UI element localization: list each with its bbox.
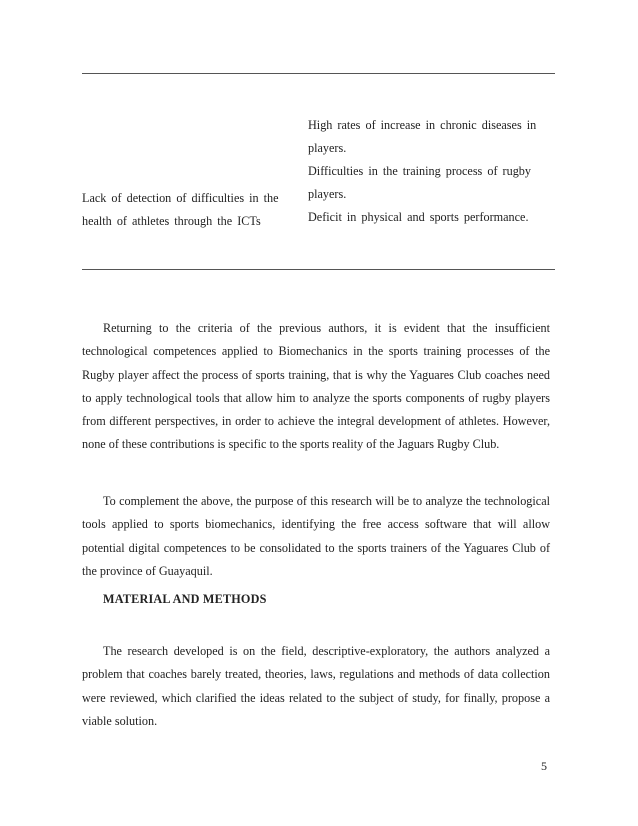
paragraph-methods: The research developed is on the field, descriptive-exploratory, the authors analyzed a problem that coaches barely treated, theories, laws, regulations and methods of data collection were reviewed, which clarified the ideas related to the subject of study, for finally, propose a viable solution.: [82, 644, 550, 728]
paragraph-purpose: To complement the above, the purpose of this research will be to analyze the technological tools applied to sports biomechanics, identifying the free access software that will allow potential digital competences to be consolidated to the sports trainers of the Yaguares Club of the province of Guayaquil.: [82, 494, 550, 578]
page-number: 5: [541, 759, 547, 773]
table-cell-effects: [308, 114, 548, 229]
table-top-rule: [82, 73, 555, 74]
table-bottom-rule: [82, 269, 555, 270]
effect-item: High rates of increase in chronic diseases in players.: [308, 118, 537, 155]
section-heading: MATERIAL AND METHODS: [103, 592, 267, 606]
table-cell-problem: Lack of detection of difficulties in the health of athletes through the ICTs: [82, 191, 279, 228]
effect-item: Difficulties in the training process of rugby players.: [308, 164, 531, 201]
paragraph-criteria: Returning to the criteria of the previous authors, it is evident that the insufficient technological competences applied to Biomechanics in the sports training processes of the Rugby player affect the process of sports training, that is why the Yaguares Club coaches need to apply technological tools that allow him to analyze the sports components of rugby players from different perspectives, in order to achieve the integral development of athletes. However, none of these contributions is specific to the sports reality of the Jaguars Rugby Club.: [82, 321, 550, 452]
effect-item: Deficit in physical and sports performance.: [308, 210, 529, 224]
